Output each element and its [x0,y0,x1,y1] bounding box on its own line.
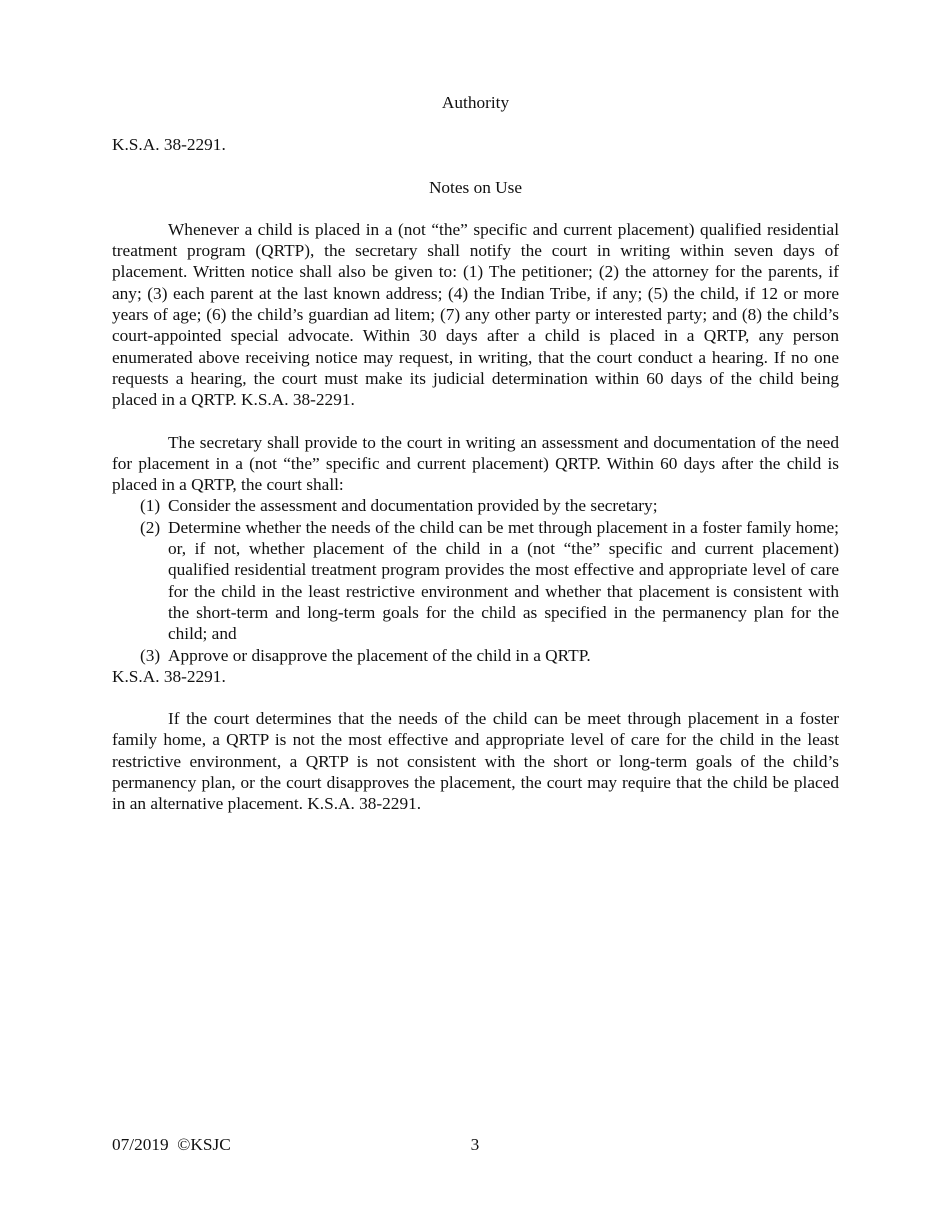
step-number: (2) [140,517,161,537]
court-step-3 [112,645,839,666]
step-text: Determine whether the needs of the child can be met through placement in a foster family home; or, if not, whether placement of the child in a (not “the” specific and current placement) qualified residential treatment program provides the most effective and appropriate level of care for the child in the least restrictive environment and whether that placement is consistent with the short-term and long-term goals for the child as specified in the permanency plan for the child; and [168,517,839,644]
notes-paragraph-2: The secretary shall provide to the court in writing an assessment and documentation of the need for placement in a (not “the” specific and current placement) QRTP. Within 60 days after the child is placed in a QRTP, the court shall: [112,432,839,495]
step-number: (3) [140,645,161,665]
step-text: Approve or disapprove the placement of the child in a QRTP. [168,645,591,665]
court-step-1 [112,495,839,516]
steps-citation: K.S.A. 38-2291. [112,666,226,686]
page-content [112,92,839,815]
notes-paragraph-3: If the court determines that the needs of the child can be meet through placement in a foster family home, a QRTP is not the most effective and appropriate level of care for the child in the least restrictive environment, a QRTP is not consistent with the short or long-term goals of the child’s permanency plan, or the court disapproves the placement, the court may require that the child be placed in an alternative placement. K.S.A. 38-2291. [112,709,839,814]
footer-date-copyright: 07/2019 ©KSJC [112,1135,231,1154]
notes-on-use-heading: Notes on Use [428,177,523,197]
court-step-2 [112,517,839,645]
notes-paragraph-2-block [112,432,839,688]
authority-citation: K.S.A. 38-2291. [112,135,226,155]
court-steps-list [112,495,839,665]
step-text: Consider the assessment and documentation provided by the secretary; [168,496,658,516]
notes-paragraph-1: Whenever a child is placed in a (not “the” specific and current placement) qualified residential treatment program (QRTP), the secretary shall notify the court in writing within seven days of placement. Written notice shall also be given to: (1) The petitioner; (2) the attorney for the parents, if any; (3) each parent at the last known address; (4) the Indian Tribe, if any; (5) the child, if 12 or more years of age; (6) the child’s guardian ad litem; (7) any other party or interested party; and (8) the child’s court-appointed special advocate. Within 30 days after a child is placed in a QRTP, any person enumerated above receiving notice may request, in writing, that the court conduct a hearing. If no one requests a hearing, the court must make its judicial determination within 60 days of the child being placed in a QRTP. K.S.A. 38-2291. [112,219,839,410]
footer-page-number: 3 [470,1135,480,1154]
authority-heading: Authority [441,93,510,112]
step-number: (1) [140,496,161,516]
